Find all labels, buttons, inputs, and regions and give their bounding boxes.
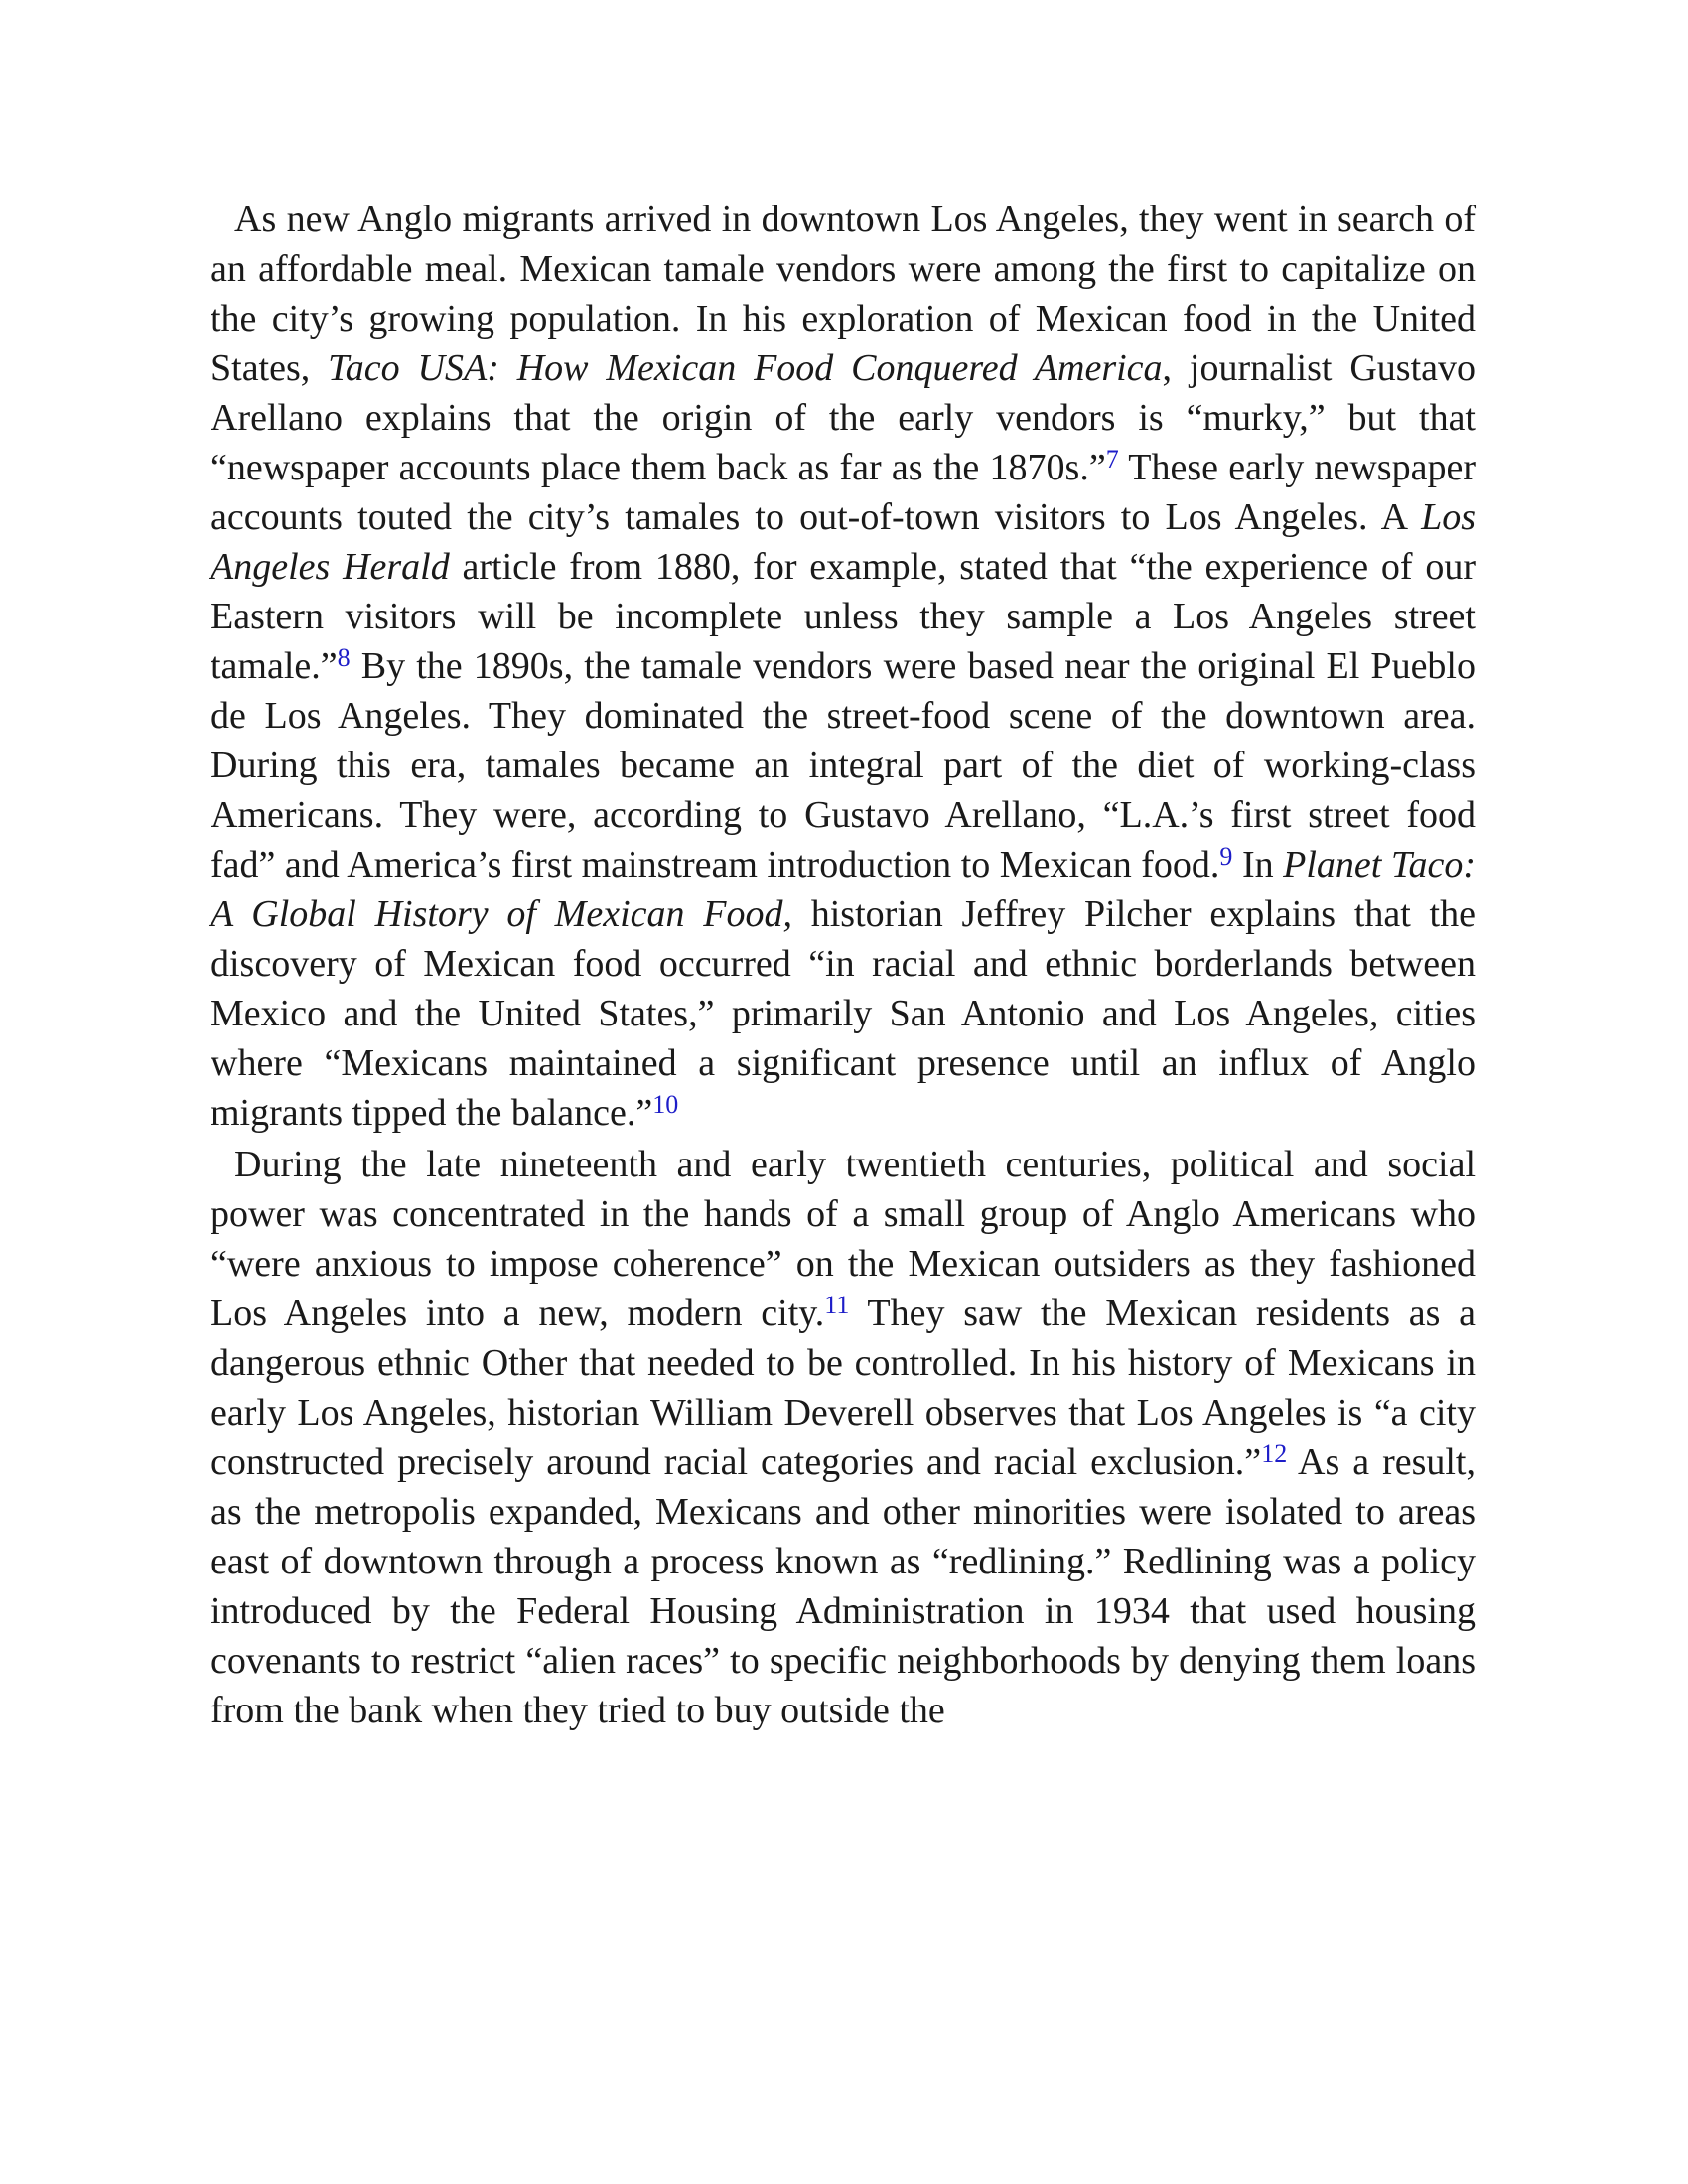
paragraph-1 xyxy=(211,195,1476,1138)
book-title-planet-taco: Planet Taco: A Global History of Mexican Food, xyxy=(211,844,1477,935)
footnote-ref-10[interactable]: 10 xyxy=(652,1090,679,1119)
footnote-ref-8[interactable]: 8 xyxy=(337,643,351,672)
newspaper-title-herald: Los Angeles Herald xyxy=(211,496,1476,588)
text-segment: , journalist Gustavo Arellano explains that the origin of the early vendors is “murky,” but that “newspaper accounts place them back as far as the 1870s.” xyxy=(211,347,1476,488)
text-segment: These early newspaper accounts touted the city’s tamales to out-of-town visitors to Los Angeles. A xyxy=(211,447,1476,538)
text-segment: As a result, as the metropolis expanded, Mexicans and other minorities were isolated to areas east of downtown through a process known as “redlining.” Redlining was a policy introduced by the Federal Housing Administration in 1934 that used housing covenants to restrict “alien races” to specific neighborhoods by denying them loans from the bank when they tried to buy outside the xyxy=(211,1441,1476,1731)
text-segment: By the 1890s, the tamale vendors were based near the original El Pueblo de Los Angeles. They dominated the street-food scene of the downtown area. During this era, tamales became an integral part of the diet of working-class Americans. They were, according to Gustavo Arellano, “L.A.’s first street food fad” and America’s first mainstream introduction to Mexican food. xyxy=(211,645,1476,886)
document-page xyxy=(211,195,1476,1735)
footnote-ref-9[interactable]: 9 xyxy=(1219,842,1233,871)
footnote-ref-11[interactable]: 11 xyxy=(824,1291,850,1319)
text-segment: As new Anglo migrants arrived in downtown Los Angeles, they went in search of an affordable meal. Mexican tamale vendors were among the first to capitalize on the city’s growing population. In his exploration of Mexican food in the United States, xyxy=(211,199,1476,389)
text-segment: During the late nineteenth and early twentieth centuries, political and social power was concentrated in the hands of a small group of Anglo Americans who “were anxious to impose coherence” on the Mexican outsiders as they fashioned Los Angeles into a new, modern city. xyxy=(211,1144,1476,1334)
book-title-taco-usa: Taco USA: How Mexican Food Conquered America xyxy=(328,347,1163,389)
paragraph-2 xyxy=(211,1140,1476,1735)
footnote-ref-12[interactable]: 12 xyxy=(1261,1439,1288,1468)
text-segment: In xyxy=(1232,844,1284,886)
footnote-ref-7[interactable]: 7 xyxy=(1105,445,1119,474)
text-segment: article from 1880, for example, stated that “the experience of our Eastern visitors will be incomplete unless they sample a Los Angeles street tamale.” xyxy=(211,546,1476,687)
text-segment: historian Jeffrey Pilcher explains that the discovery of Mexican food occurred “in racial and ethnic borderlands between Mexico and the United States,” primarily San Antonio and Los Angeles, cities where “Mexicans maintained a significant presence until an influx of Anglo migrants tipped the balance.” xyxy=(211,893,1476,1134)
text-segment: They saw the Mexican residents as a dangerous ethnic Other that needed to be controlled. In his history of Mexicans in early Los Angeles, historian William Deverell observes that Los Angeles is “a city constructed precisely around racial categories and racial exclusion.” xyxy=(211,1293,1476,1483)
